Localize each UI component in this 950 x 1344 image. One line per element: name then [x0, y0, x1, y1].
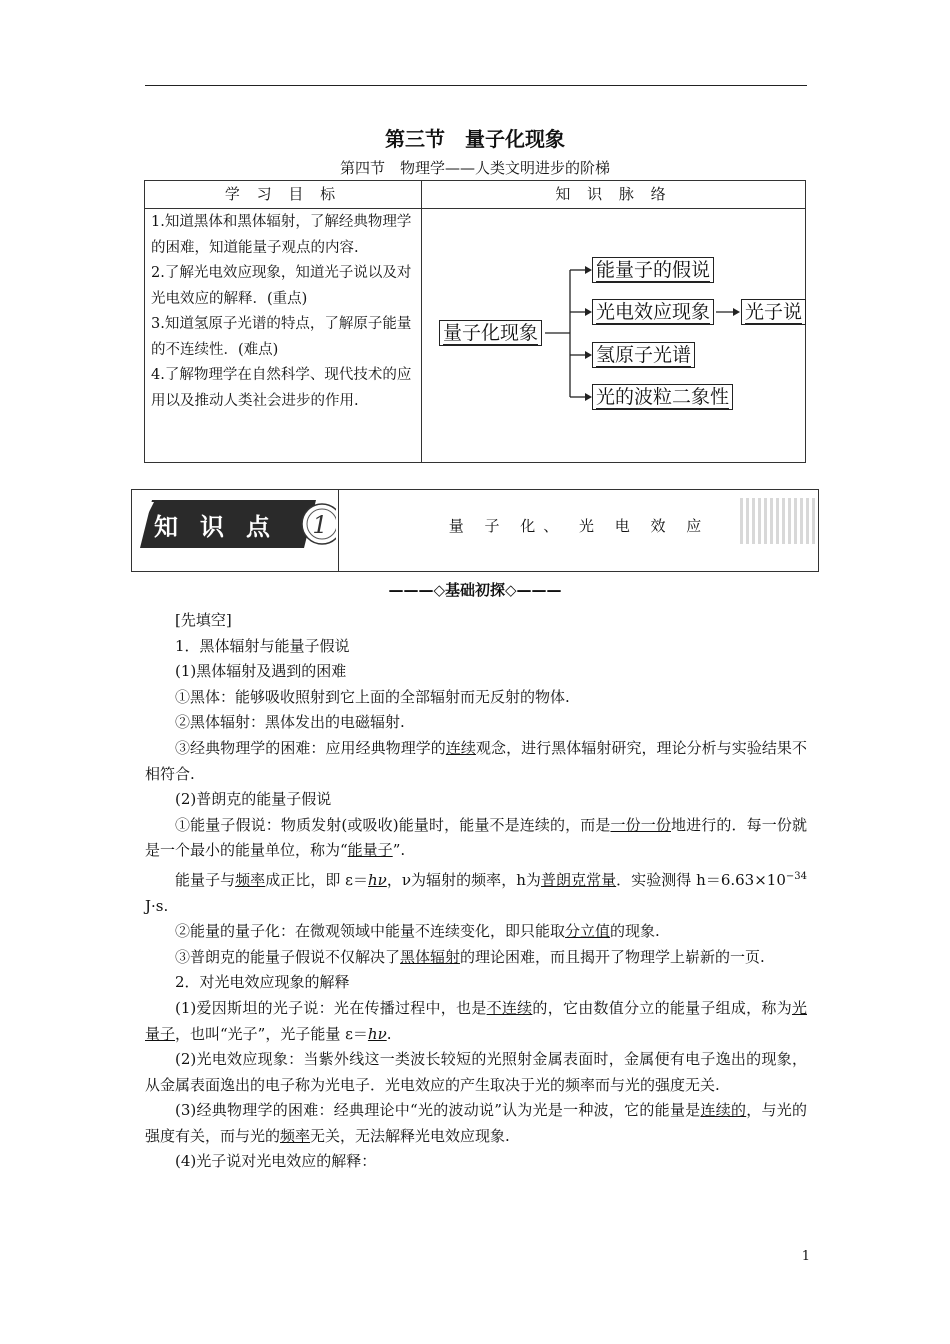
- subheading-2: (2)普朗克的能量子假说: [175, 790, 332, 809]
- map-node-quantum-hypothesis: [592, 257, 714, 283]
- map-root-node: [439, 320, 542, 346]
- map-node-label: 光的波粒二象性: [596, 386, 730, 408]
- knowledge-point-section: [131, 489, 819, 572]
- map-node-label: 氢原子光谱: [596, 344, 692, 366]
- blank-answer: 能量子: [347, 841, 393, 860]
- paragraph: (3)经典物理学的困难：经典理论中“光的波动说”认为光是一种波，它的能量是连续的，与光的强度有关，而与光的频率无关，无法解释光电效应现象.: [145, 1101, 807, 1145]
- blank-answer: 不连续: [486, 998, 533, 1017]
- blank-answer: 连续: [445, 738, 476, 757]
- goal-item: 2.了解光电效应现象，知道光子说以及对光电效应的解释．(重点): [151, 265, 412, 307]
- exponent: −34: [785, 870, 807, 882]
- blank-answer: 普朗克常量: [540, 870, 617, 889]
- paragraph: ③普朗克的能量子假说不仅解决了黑体辐射的理论困难，而且揭开了物理学上崭新的一页.: [175, 947, 765, 966]
- banner-number: 1: [312, 511, 328, 539]
- fill-label: [先填空]: [175, 611, 232, 629]
- paragraph: ②能量的量子化：在微观领域中能量不连续变化，即只能取分立值的现象.: [175, 922, 660, 941]
- paragraph: ③经典物理学的困难：应用经典物理学的连续观念，进行黑体辐射研究，理论分析与实验结果不相符合.: [145, 738, 807, 783]
- objectives-table: [144, 180, 806, 463]
- paragraph: (2)光电效应现象：当紫外线这一类波长较短的光照射金属表面时，金属便有电子逸出的现象，从金属表面逸出的电子称为光电子．光电效应的产生取决于光的频率而与光的强度无关.: [145, 1050, 807, 1094]
- goal-item: 4.了解物理学在自然科学、现代技术的应用以及推动人类社会进步的作用.: [151, 367, 412, 409]
- paragraph: (1)爱因斯坦的光子说：光在传播过程中，也是不连续的，它由数值分立的能量子组成，称为光量子，也叫“光子”，光子能量 ε＝hν.: [145, 998, 807, 1043]
- page-title: 第三节 量子化现象: [385, 127, 565, 151]
- map-node-label: 光电效应现象: [596, 301, 711, 323]
- page-number: 1: [801, 1249, 810, 1264]
- top-rule: [145, 85, 807, 86]
- subheading-1: (1)黑体辐射及遇到的困难: [175, 662, 347, 681]
- blank-answer: hν: [368, 870, 387, 889]
- blank-answer: 分立值: [565, 922, 611, 941]
- paragraph: 能量子与频率成正比，即 ε＝hν，ν为辐射的频率，h为普朗克常量．实验测得 $h=6.63\times 10^{-34}$ J·s.: [145, 870, 807, 915]
- blank-answer: 一份一份: [610, 815, 671, 834]
- map-node-hydrogen-spectrum: [592, 342, 695, 368]
- map-node-photon-theory: [741, 299, 806, 325]
- heading-2: 2．对光电效应现象的解释: [175, 973, 350, 992]
- map-root-label: 量子化现象: [443, 322, 539, 344]
- map-node-label: 能量子的假说: [596, 259, 711, 281]
- content-body: [145, 608, 807, 1175]
- basic-exploration-label: ———◇基础初探◇———: [388, 581, 562, 599]
- blank-answer: 频率: [280, 1126, 311, 1145]
- blank-answer: hν: [367, 1024, 387, 1043]
- blank-answer: 黑体辐射: [400, 947, 461, 966]
- paragraph: ①黑体：能够吸收照射到它上面的全部辐射而无反射的物体.: [175, 687, 570, 706]
- blank-answer: 光量子: [145, 998, 807, 1043]
- goal-item: 3.知道氢原子光谱的特点，了解原子能量的不连续性．(难点): [151, 316, 412, 358]
- map-node-label: 光子说: [745, 301, 803, 323]
- paragraph: ②黑体辐射：黑体发出的电磁辐射.: [175, 713, 405, 732]
- paragraph: (4)光子说对光电效应的解释：: [175, 1152, 377, 1171]
- map-node-photoelectric: [592, 299, 714, 325]
- blank-answer: 连续的: [700, 1101, 747, 1120]
- page-subtitle: 第四节 物理学——人类文明进步的阶梯: [339, 159, 610, 177]
- objectives-header: 学 习 目 标: [145, 181, 421, 209]
- section-title: 量 子 化、 光 电 效 应: [448, 517, 710, 535]
- learning-goals: [151, 210, 413, 414]
- decorative-stripes: [740, 498, 816, 544]
- knowledge-map-header: 知 识 脉 络: [422, 181, 805, 209]
- heading-1: 1．黑体辐射与能量子假说: [175, 636, 350, 655]
- map-node-wave-particle: [592, 384, 733, 410]
- paragraph: ①能量子假说：物质发射(或吸收)能量时，能量不是连续的，而是一份一份地进行的．每一份就是一个最小的能量单位，称为“能量子”.: [145, 815, 807, 860]
- blank-answer: 频率: [235, 870, 266, 889]
- goal-item: 1.知道黑体和黑体辐射，了解经典物理学的困难，知道能量子观点的内容.: [151, 214, 412, 256]
- banner-label: 知识点: [154, 513, 292, 541]
